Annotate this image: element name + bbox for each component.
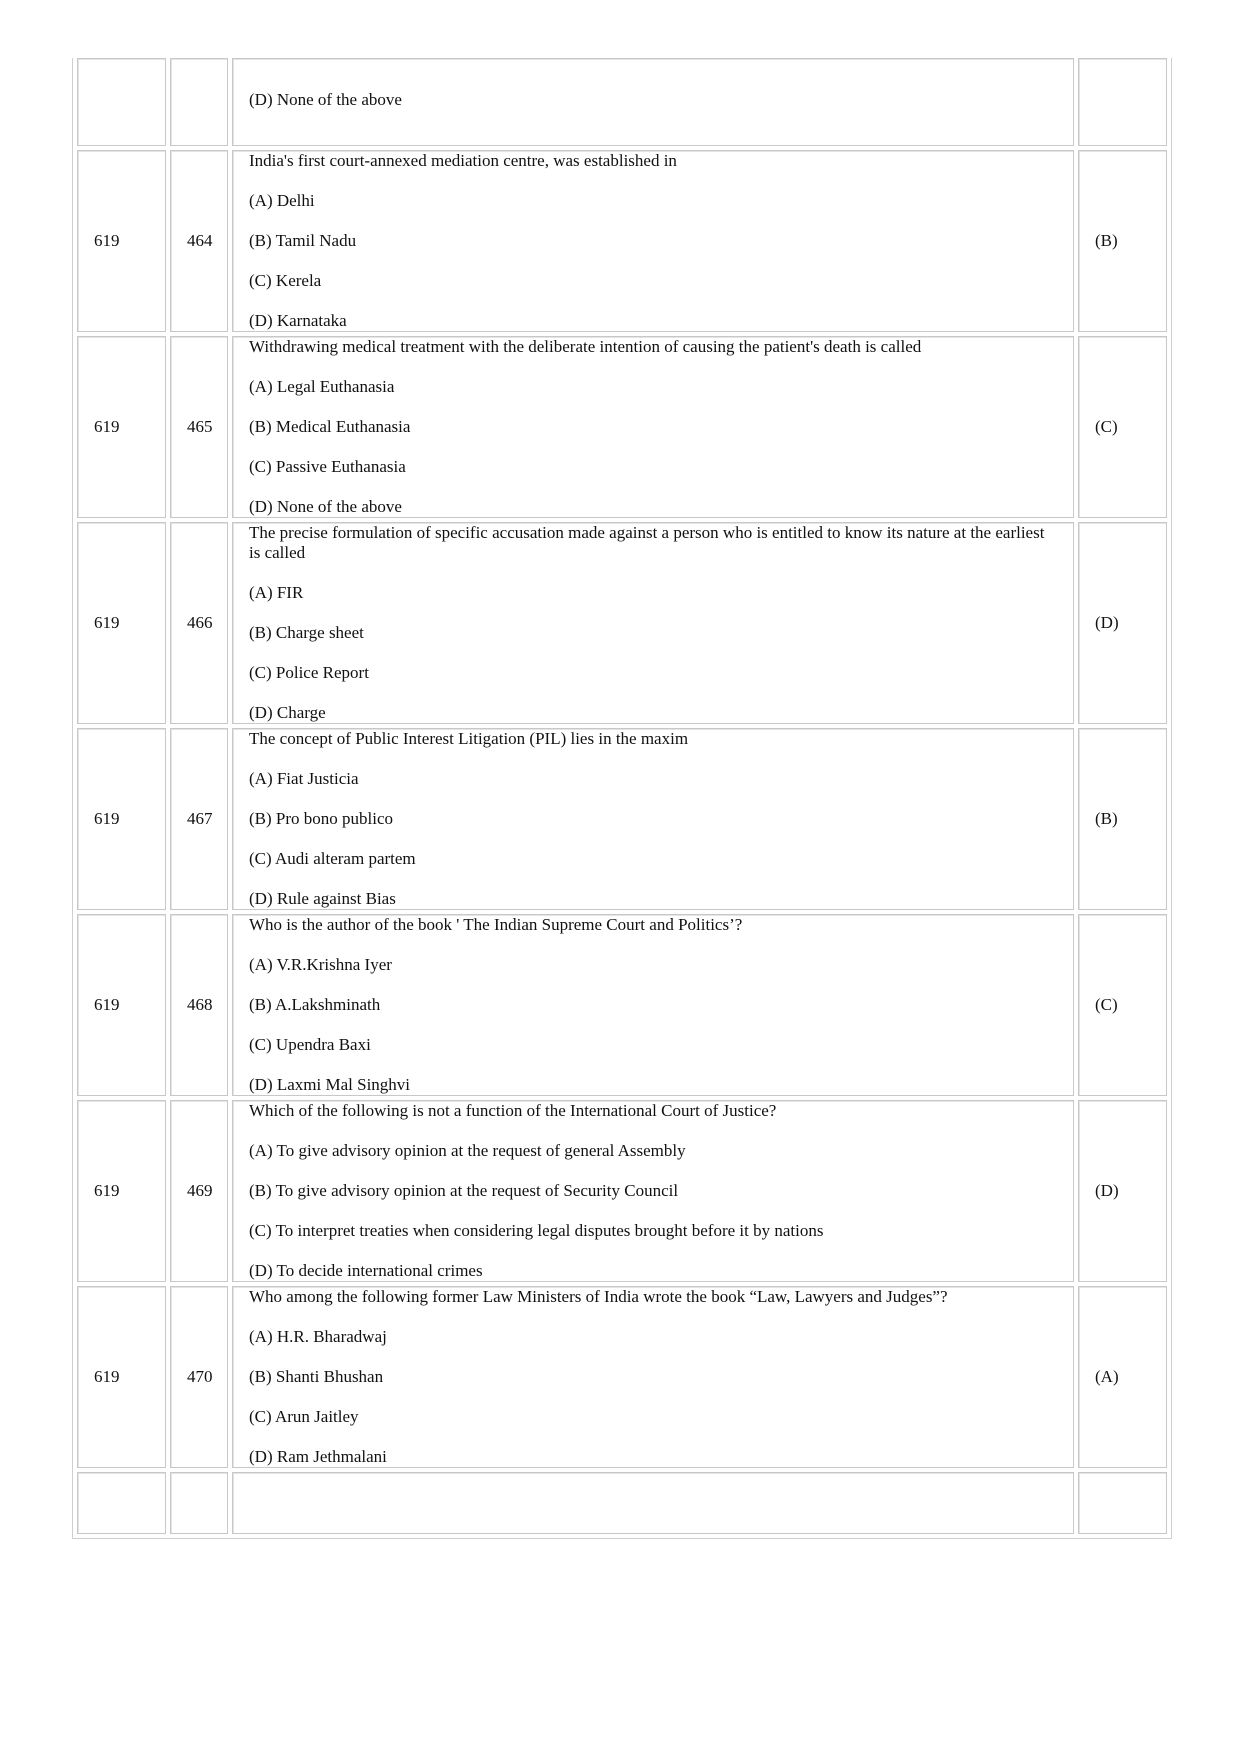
table-row bbox=[77, 336, 1167, 518]
answer-cell: (A) bbox=[1078, 1286, 1167, 1468]
question-text: Which of the following is not a function of the International Court of Justice? bbox=[249, 1101, 777, 1120]
question-number-cell: 470 bbox=[170, 1286, 228, 1468]
question-cell bbox=[232, 728, 1074, 910]
question-number-cell: 464 bbox=[170, 150, 228, 332]
question-text: Who among the following former Law Ministers of India wrote the book “Law, Lawyers and Judges”? bbox=[249, 1287, 948, 1306]
option-d: (D) Ram Jethmalani bbox=[249, 1447, 387, 1466]
table-row bbox=[77, 1100, 1167, 1282]
paper-code-cell: 619 bbox=[77, 728, 166, 910]
paper-code-cell: 619 bbox=[77, 1286, 166, 1468]
question-number-cell bbox=[170, 1472, 228, 1534]
paper-code-cell: 619 bbox=[77, 914, 166, 1096]
question-cell bbox=[232, 1472, 1074, 1534]
option-c: (C) Audi alteram partem bbox=[249, 849, 416, 868]
paper-code-cell: 619 bbox=[77, 1100, 166, 1282]
question-cell bbox=[232, 1100, 1074, 1282]
option-b: (B) A.Lakshminath bbox=[249, 995, 381, 1014]
paper-code-cell: 619 bbox=[77, 150, 166, 332]
option-d: (D) To decide international crimes bbox=[249, 1261, 483, 1280]
question-cell bbox=[232, 1286, 1074, 1468]
option-c: (C) Upendra Baxi bbox=[249, 1035, 371, 1054]
paper-code-cell: 619 bbox=[77, 522, 166, 724]
option-a: (A) FIR bbox=[249, 583, 304, 602]
table-row bbox=[77, 728, 1167, 910]
answer-cell: (C) bbox=[1078, 914, 1167, 1096]
option-a: (A) V.R.Krishna Iyer bbox=[249, 955, 392, 974]
option-d: (D) None of the above bbox=[249, 90, 402, 109]
option-a: (A) H.R. Bharadwaj bbox=[249, 1327, 387, 1346]
option-a: (A) To give advisory opinion at the request of general Assembly bbox=[249, 1141, 686, 1160]
question-number-cell bbox=[170, 58, 228, 146]
question-cell bbox=[232, 150, 1074, 332]
paper-code-cell bbox=[77, 1472, 166, 1534]
question-text: The precise formulation of specific accusation made against a person who is entitled to know its nature at the earliest is called bbox=[249, 523, 1045, 562]
question-cell bbox=[232, 58, 1074, 146]
option-a: (A) Delhi bbox=[249, 191, 315, 210]
question-number-cell: 468 bbox=[170, 914, 228, 1096]
answer-cell: (B) bbox=[1078, 150, 1167, 332]
option-c: (C) Kerela bbox=[249, 271, 322, 290]
option-d: (D) Laxmi Mal Singhvi bbox=[249, 1075, 411, 1094]
option-d: (D) Charge bbox=[249, 703, 326, 722]
question-number-cell: 467 bbox=[170, 728, 228, 910]
question-text: The concept of Public Interest Litigation (PIL) lies in the maxim bbox=[249, 729, 689, 748]
table-row-next bbox=[77, 1472, 1167, 1534]
option-b: (B) Tamil Nadu bbox=[249, 231, 357, 250]
answer-cell: (D) bbox=[1078, 522, 1167, 724]
option-b: (B) Pro bono publico bbox=[249, 809, 394, 828]
table-row bbox=[77, 914, 1167, 1096]
question-number-cell: 469 bbox=[170, 1100, 228, 1282]
answer-cell bbox=[1078, 1472, 1167, 1534]
table-row-continued bbox=[77, 58, 1167, 146]
option-d: (D) None of the above bbox=[249, 497, 402, 516]
question-sheet bbox=[72, 58, 1172, 1698]
question-cell bbox=[232, 914, 1074, 1096]
answer-cell: (C) bbox=[1078, 336, 1167, 518]
question-text: Who is the author of the book ' The Indian Supreme Court and Politics’? bbox=[249, 915, 743, 934]
question-text: Withdrawing medical treatment with the deliberate intention of causing the patient's death is called bbox=[249, 337, 922, 356]
question-table bbox=[72, 58, 1172, 1539]
paper-code-cell: 619 bbox=[77, 336, 166, 518]
question-text: India's first court-annexed mediation centre, was established in bbox=[249, 151, 677, 170]
option-d: (D) Rule against Bias bbox=[249, 889, 396, 908]
answer-cell bbox=[1078, 58, 1167, 146]
option-a: (A) Fiat Justicia bbox=[249, 769, 359, 788]
option-b: (B) To give advisory opinion at the request of Security Council bbox=[249, 1181, 679, 1200]
option-b: (B) Charge sheet bbox=[249, 623, 364, 642]
option-c: (C) To interpret treaties when considering legal disputes brought before it by nations bbox=[249, 1221, 824, 1240]
answer-cell: (D) bbox=[1078, 1100, 1167, 1282]
paper-code-cell bbox=[77, 58, 166, 146]
question-number-cell: 466 bbox=[170, 522, 228, 724]
table-row bbox=[77, 150, 1167, 332]
option-c: (C) Passive Euthanasia bbox=[249, 457, 406, 476]
option-b: (B) Medical Euthanasia bbox=[249, 417, 411, 436]
option-c: (C) Arun Jaitley bbox=[249, 1407, 359, 1426]
question-cell bbox=[232, 336, 1074, 518]
question-number-cell: 465 bbox=[170, 336, 228, 518]
table-row bbox=[77, 522, 1167, 724]
answer-cell: (B) bbox=[1078, 728, 1167, 910]
question-cell bbox=[232, 522, 1074, 724]
option-a: (A) Legal Euthanasia bbox=[249, 377, 395, 396]
option-c: (C) Police Report bbox=[249, 663, 369, 682]
question-table-body bbox=[77, 58, 1167, 1534]
table-row bbox=[77, 1286, 1167, 1468]
option-b: (B) Shanti Bhushan bbox=[249, 1367, 384, 1386]
option-d: (D) Karnataka bbox=[249, 311, 347, 330]
